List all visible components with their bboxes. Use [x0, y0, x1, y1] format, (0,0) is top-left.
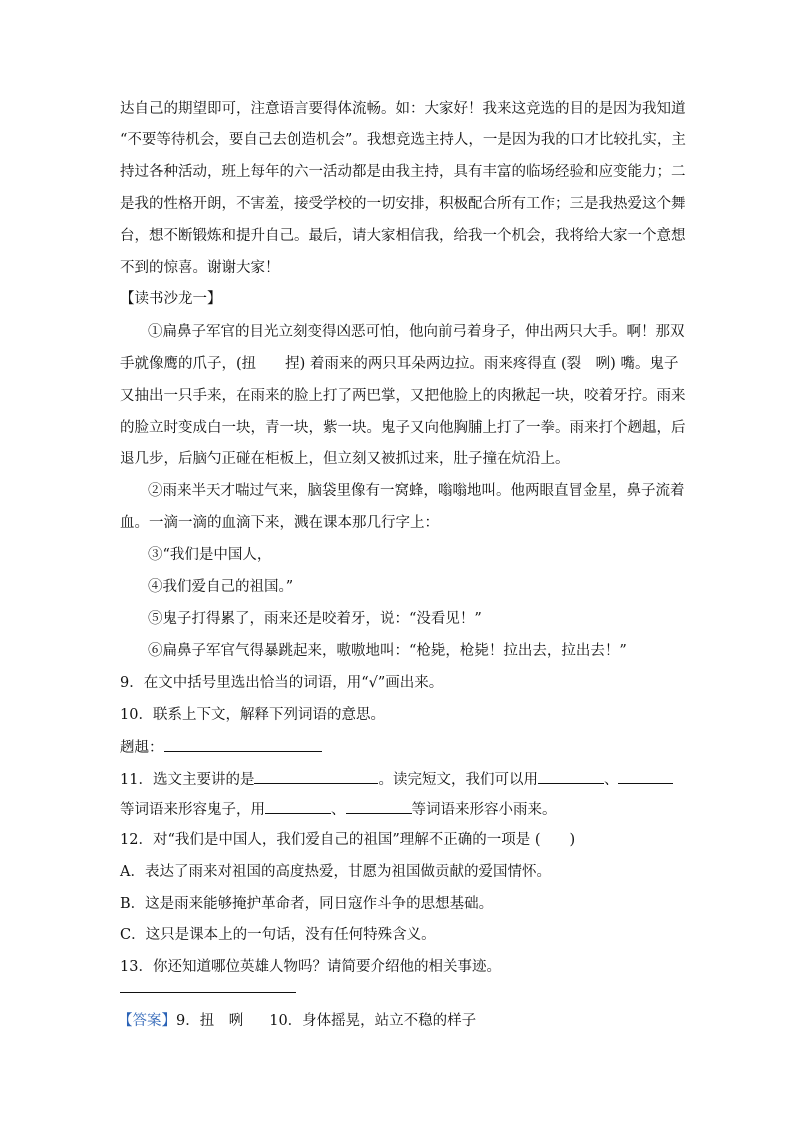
intro-line-1: 达自己的期望即可，注意语言要得体流畅。如：大家好！我来这竞选的目的是因为我知道	[120, 101, 686, 117]
passage-p2-line-2: 血。一滴一滴的血滴下来，溅在课本那几行字上：	[120, 515, 439, 531]
passage-p1-line-1: ①扁鼻子军官的目光立刻变得凶恶可怕，他向前弓着身子，伸出两只大手。啊！那双	[148, 324, 685, 340]
answer-tag: 【答案】	[118, 1013, 176, 1029]
answer-blank-q11-guizi-1[interactable]	[538, 769, 604, 784]
intro-line-2: “不要等待机会，要自己去创造机会”。我想竞选主持人，一是因为我的口才比较扎实，主	[120, 132, 686, 148]
question-11-text-f: 等词语来形容小雨来。	[411, 802, 557, 818]
intro-line-3: 持过各种活动，班上每年的六一活动都是由我主持，具有丰富的临场经验和应变能力；二	[120, 164, 686, 180]
intro-line-6: 不到的惊喜。谢谢大家！	[120, 260, 280, 276]
question-11-row-1	[120, 769, 680, 790]
answer-blank-q11-yulai-1[interactable]	[265, 799, 331, 814]
question-12-option-c: C．这只是课本上的一句话，没有任何特殊含义。	[120, 927, 436, 943]
passage-p1-line-3: 又抽出一只手来，在雨来的脸上打了两巴掌，又把他脸上的肉揪起一块，咬着牙拧。雨来	[120, 388, 686, 404]
passage-p5: ⑤鬼子打得累了，雨来还是咬着牙，说：“没看见！”	[148, 611, 482, 627]
question-13: 13．你还知道哪位英雄人物吗？请简要介绍他的相关事迹。	[120, 959, 501, 975]
answer-blank-qieju[interactable]	[164, 737, 322, 752]
question-9: 9．在文中括号里选出恰当的词语，用“√”画出来。	[120, 675, 444, 691]
section-title: 【读书沙龙一】	[120, 291, 222, 307]
question-11-text-a: 11．选文主要讲的是	[120, 772, 255, 788]
footnote-separator	[120, 992, 296, 993]
answer-9: 9．扭 咧	[176, 1013, 244, 1029]
question-11-text-e: 、	[331, 802, 346, 818]
question-11-text-b: 。读完短文，我们可以用	[378, 772, 538, 788]
question-11-text-c: 、	[603, 772, 619, 788]
answer-10: 10．身体摇晃，站立不稳的样子	[269, 1013, 477, 1029]
answer-line	[118, 1011, 678, 1031]
passage-p1-line-5: 退几步，后脑勺正碰在柜板上，但立刻又被抓过来，肚子撞在炕沿上。	[120, 451, 570, 467]
question-10: 10．联系上下文，解释下列词语的意思。	[120, 707, 385, 723]
question-11-text-d: 等词语来形容鬼子，用	[120, 802, 265, 818]
passage-p6: ⑥扁鼻子军官气得暴跳起来，嗷嗷地叫：“枪毙，枪毙！拉出去，拉出去！”	[148, 643, 627, 659]
question-10-term-row	[120, 737, 680, 758]
passage-p1-line-4: 的脸立时变成白一块，青一块，紫一块。鬼子又向他胸脯上打了一拳。雨来打个趔趄，后	[120, 420, 686, 436]
question-10-term: 趔趄：	[120, 740, 164, 756]
answer-blank-q11-yulai-2[interactable]	[346, 799, 412, 814]
answer-blank-q11-guizi-2[interactable]	[618, 769, 673, 784]
question-12: 12．对“我们是中国人，我们爱自己的祖国”理解不正确的一项是 ( )	[120, 832, 576, 848]
passage-p3: ③“我们是中国人，	[148, 547, 272, 563]
answer-blank-q11-main[interactable]	[254, 769, 378, 784]
question-12-option-b: B．这是雨来能够掩护革命者，同日寇作斗争的思想基础。	[120, 896, 494, 912]
intro-line-4: 是我的性格开朗，不害羞，接受学校的一切安排，积极配合所有工作；三是我热爱这个舞	[120, 196, 686, 212]
intro-line-5: 台，想不断锻炼和提升自己。最后，请大家相信我，给我一个机会，我将给大家一个意想	[120, 228, 686, 244]
question-12-option-a: A．表达了雨来对祖国的高度热爱，甘愿为祖国做贡献的爱国情怀。	[120, 864, 551, 880]
passage-p1-line-2: 手就像鹰的爪子，(扭 捏) 着雨来的两只耳朵两边拉。雨来疼得直 (裂 咧) 嘴。鬼子	[120, 356, 679, 372]
passage-p4: ④我们爱自己的祖国。”	[148, 579, 294, 595]
passage-p2-line-1: ②雨来半天才喘过气来，脑袋里像有一窝蜂，嗡嗡地叫。他两眼直冒金星，鼻子流着	[148, 483, 685, 499]
question-11-row-2	[120, 799, 680, 820]
